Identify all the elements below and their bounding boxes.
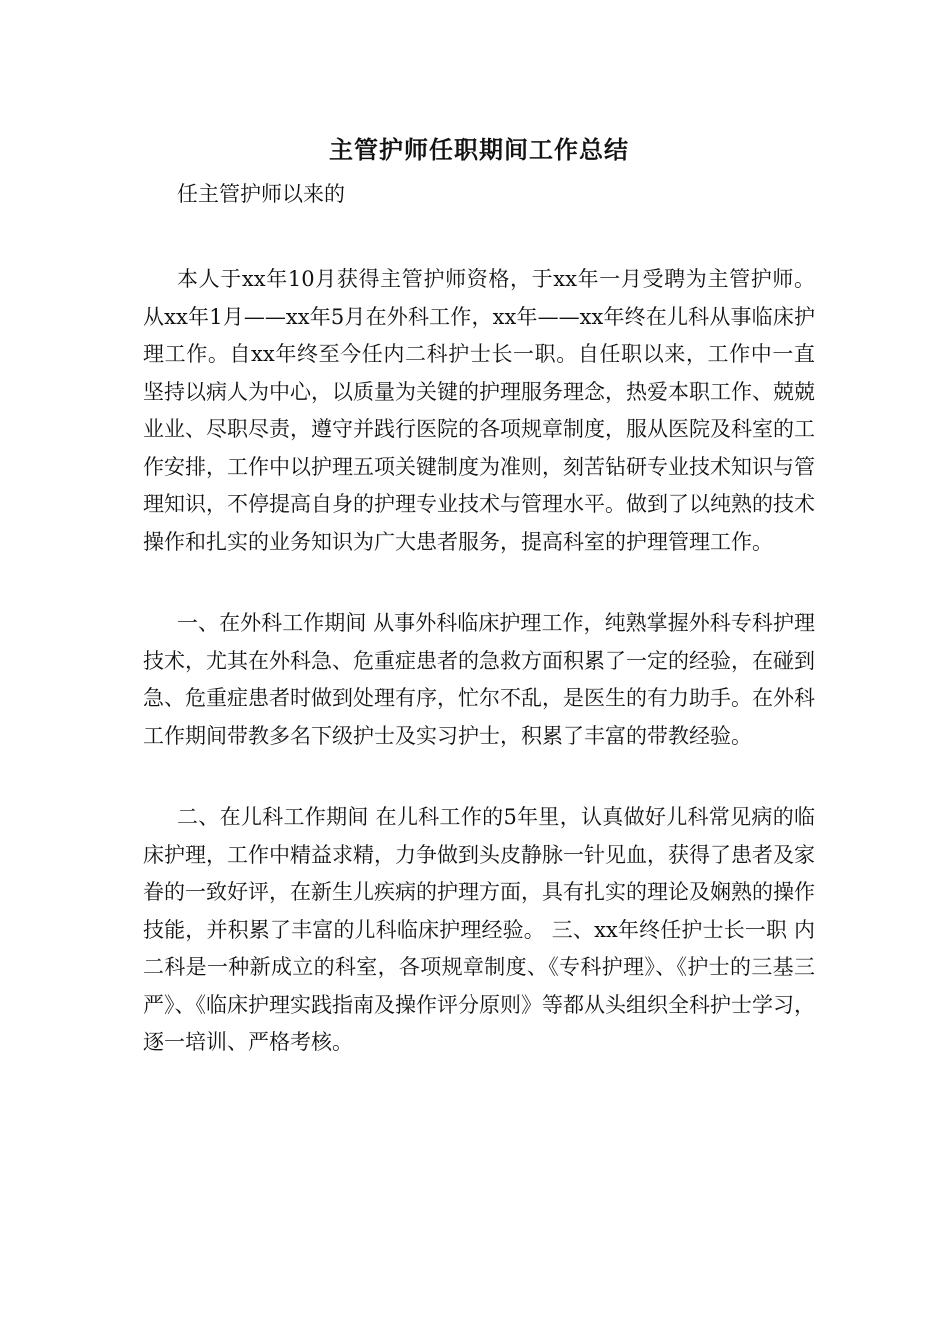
- document-subtitle: 任主管护师以来的: [177, 182, 345, 206]
- paragraph-pediatrics: 二、在儿科工作期间 在儿科工作的5年里，认真做好儿科常见病的临床护理，工作中精益求精，力争做到头皮静脉一针见血，获得了患者及家眷的一致好评，在新生儿疾病的护理方面，具有扎实的理论及娴熟的操作技能，并积累了丰富的儿科临床护理经验。 三、xx年终任护士长一职 内二科是一种新成立的科室，各项规章制度、《专科护理》、《护士的三基三严》、《临床护理实践指南及操作评分原则》等都从头组织全科护士学习，逐一培训、严格考核。: [143, 805, 815, 1054]
- document-title: 主管护师任职期间工作总结: [329, 136, 629, 164]
- paragraph-surgery: 一、在外科工作期间 从事外科临床护理工作，纯熟掌握外科专科护理技术，尤其在外科急、危重症患者的急救方面积累了一定的经验，在碰到急、危重症患者时做到处理有序，忙尔不乱，是医生的有力助手。在外科工作期间带教多名下级护士及实习护士，积累了丰富的带教经验。: [143, 611, 815, 748]
- paragraph-intro: 本人于xx年10月获得主管护师资格，于xx年一月受聘为主管护师。从xx年1月——xx年5月在外科工作，xx年——xx年终在儿科从事临床护理工作。自xx年终至今任内二科护士长一职。自任职以来，工作中一直坚持以病人为中心，以质量为关键的护理服务理念，热爱本职工作、兢兢业业、尽职尽责，遵守并践行医院的各项规章制度，服从医院及科室的工作安排，工作中以护理五项关键制度为准则，刻苦钻研专业技术知识与管理知识，不停提高自身的护理专业技术与管理水平。做到了以纯熟的技术操作和扎实的业务知识为广大患者服务，提高科室的护理管理工作。: [143, 267, 815, 554]
- document-body: [143, 130, 815, 1062]
